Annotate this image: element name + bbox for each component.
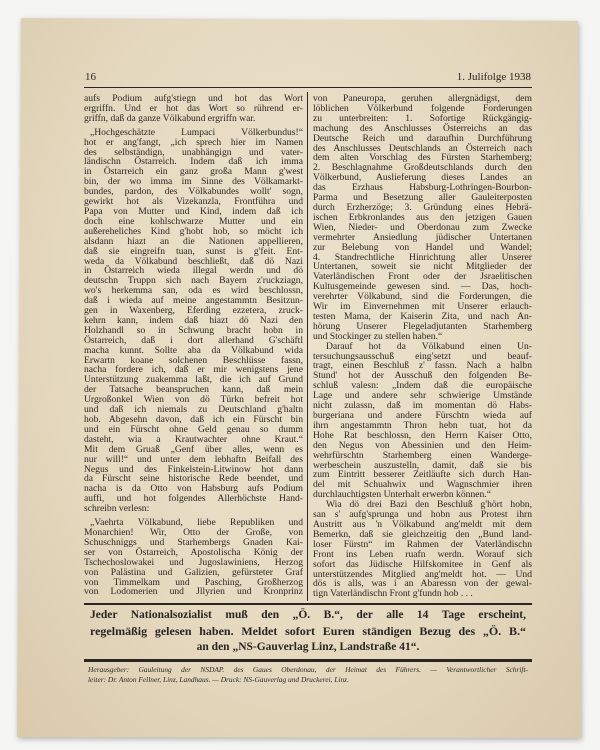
text-line: loser Fürstn“ im Rahmen der Vaterländischn (313, 538, 532, 550)
text-line: gewirkt hot als Vizekanzla, Frontführa und (84, 196, 303, 208)
text-line: del mit Schuahwix und Wagnschmier ihren (313, 479, 532, 491)
notice-line: regelmäßig gelesen haben. Meldet sofort Euren ständigen Bezug des „Ö. B.“ (90, 624, 526, 638)
text-line: Bemerkn, daß sie gleichzeitig den „Bund land- (313, 528, 532, 540)
text-line: nur will!“ und unter dem lebhaftn Beifall des (84, 453, 303, 465)
text-line: Untertanen, soweit sie nicht Mitglieder der (313, 261, 532, 273)
text-line: bundes, pardon, des Völkabundes wollt' sogn, (84, 186, 303, 198)
text-line: aufs Podium aufg'stiegn und hot das Wort (84, 93, 303, 104)
notice-line: Jeder Nationalsozialist muß den „Ö. B.“, der alle 14 Tage erscheint, (90, 609, 526, 621)
notice-line: an den „NS-Gauverlag Linz, Landstraße 41“. (196, 641, 420, 653)
right-column (313, 94, 532, 599)
text-line: Unterstützung zuakemma laßt, die ich auf Grund (84, 374, 303, 386)
text-line: von Lodomerien und Jllyrien und Kronprinz (84, 586, 303, 598)
paragraph (313, 342, 532, 501)
text-line: ländischn Östarreich. Indem daß ich imma (84, 156, 303, 168)
text-line: Wien, Nieder- und Oberdonau zum Zwecke (313, 221, 532, 233)
text-line: Tschechoslowakei und Jugoslawiniens, Herzog (84, 556, 303, 568)
text-line: ser von Östarreich, Apostolischa König der (84, 546, 303, 558)
text-line: testen Mama, der Kaiserin Zita, und nach An- (313, 310, 532, 322)
text-line: zu unterbreiten: 1. Sofortige Rückgängig- (313, 112, 532, 124)
text-line: der Tatsache beanspruchen kann, daß mein (84, 384, 303, 396)
text-line: ischen Erbkronlandes aus den jetzigen Gauen (313, 211, 532, 223)
text-line: des Anschlusses Deutschlands an Österreich nach (313, 142, 532, 154)
text-line: Deutsche Reich und daraufhin Durchführung (313, 132, 532, 144)
imprint (88, 665, 528, 684)
text-line: von Timmelkam und Pasching, Großherzog (84, 576, 303, 588)
text-line: 4. Standrechtliche Hinrichtung aller Unserer (313, 251, 532, 263)
text-line: Urgroßonkel Wien von dö Türkn befreit hot (84, 394, 303, 406)
text-line: nicht zulassn, daß im momentan dö Habs- (313, 400, 532, 412)
text-line: Holzhandl so in Schwung bracht hobn in (84, 324, 303, 336)
page-number: 16 (85, 71, 96, 83)
text-line: verehrter Völkabund, sind die Forderungen, die (313, 291, 532, 303)
text-line: des selbständign, unabhängign und vater- (84, 146, 303, 158)
text-line: von Palästina und Galizien, gefürsteter Graf (84, 566, 303, 578)
paragraph (313, 500, 532, 599)
text-line: doch eine kohlschwarze Mutter und ein (84, 215, 303, 227)
text-line: Östarreich, daß i dort allerhand G'schäftl (84, 334, 303, 346)
paragraph (84, 94, 303, 124)
imprint-line: Herausgeber: Gauleitung der NSDAP. des Gaues Oberdonau, der Heimat des Führers. — Verantwortlicher Schrift- (88, 665, 528, 674)
text-line: weda da Völkabund beschließt, daß dö Nazi (84, 255, 303, 267)
text-line: Parma und Besetzung aller Gauleiterposten (313, 192, 532, 204)
paragraph (84, 128, 303, 514)
text-line: Hohe Rat beschlossn, den Herrn Kaiser Otto, (313, 429, 532, 441)
text-line: hörung Unserer Flegeladjutanten Starhemberg (313, 320, 532, 332)
paragraph (84, 518, 303, 597)
text-line: unterstützendes Mitglied ang'meldt hot. — Und (313, 568, 532, 580)
text-line: Papa von Mutter und Kind, indem daß ich (84, 205, 303, 217)
text-line: griffn, daß da ganze Völkabund ergriffn war. (84, 112, 256, 124)
text-line: vermehrter Ansiedlung jüdischer Untertanen (313, 231, 532, 243)
left-column (84, 94, 303, 597)
text-line: wo's herkemma san, oda es wird beschlossn, (84, 285, 303, 297)
text-line: wehrfürschtn Starhemberg einen Wanderge- (313, 449, 532, 461)
text-line: daß sie eingreifn tuan, sunst is g'feit. Ent- (84, 245, 303, 257)
header-rule (84, 87, 532, 88)
text-line: hob. Abgesehn davon, daß ich ein Fürscht bin (84, 414, 303, 425)
text-line: san s' aufg'sprunga und hobn aus Protest ihrn (313, 509, 532, 521)
paragraph (313, 94, 532, 342)
text-line: dös is alls, was i an Abaressn von der gewal- (313, 578, 532, 590)
text-line: durchlauchtigsten Unterhalt erwerbn können.“ (313, 489, 491, 501)
text-line: Vaterländischen Front oder der Jsraelitischen (313, 271, 532, 283)
text-line: Darauf hot da Völkabund einen Un- (326, 340, 532, 352)
subscription-notice (84, 607, 532, 655)
text-line: löblichen Völkerbund folgende Forderungen (313, 102, 532, 114)
text-line: werbeschein auszustelln, damit, daß sie bis (313, 459, 532, 471)
text-line: und daß ich niemals zu Deutschland g'haltn (84, 404, 303, 416)
text-line: tersuchungsausschuß eing'setzt und beauf- (313, 350, 532, 362)
text-line: auffi, und hot folgendes Allerhöchste Hand- (84, 493, 303, 505)
text-line: schreibn verlesn: (84, 503, 150, 515)
notice-rule-top (84, 603, 532, 605)
text-line: nacha fordere ich, daß er mir wenigstens jene (84, 364, 303, 376)
text-line: kehrn kann, indem daß hiazt dö Nazi den (84, 314, 303, 326)
text-line: Wir im Einvernehmen mit Unserer erlauch- (313, 301, 532, 313)
text-line: deutschn Truppn sich nach Bayern z'ruckziagn, (84, 275, 303, 287)
column-divider (307, 92, 308, 601)
text-line: burgeriana und andere Fürschtn wieda auf (313, 410, 532, 421)
notice-rule-bottom (84, 659, 532, 662)
text-line: Monarchien! Wir, Otto der Große, von (84, 526, 303, 538)
text-line: in Östarreich wieda illegal werdn und dö (84, 265, 303, 277)
text-line: gen in Waxenberg, Eferding ezzetera, zruck- (84, 305, 303, 317)
text-line: „Hochgeschätzte Lumpaci Völkerbundus!“ (90, 126, 303, 138)
imprint-line: leiter: Dr. Anton Fellner, Linz, Landhaus. — Druck: NS-Gauverlag und Druckerei, Linz. (88, 674, 349, 684)
text-line: von Paneuropa, geruhen allergnädigst, dem (313, 93, 532, 104)
text-line: Austritt aus 'n Völkabund ang'meldt mit dem (313, 518, 532, 530)
text-line: hot er ang'fangt, „ich sprech hier im Namen (84, 136, 303, 148)
text-line: 2. Beschlagnahme Großdeutschlands durch den (313, 162, 532, 174)
text-line: dem alten Vorschlag des Fürsten Starhemberg; (313, 152, 532, 164)
text-line: und ein Fürscht ohne Geld genau so dumm (84, 423, 303, 435)
text-line: zum Eintritt besserer Zeitläufte sich durch Han- (313, 469, 532, 481)
text-line: Stund' hot der Ausschuß den folgenden Be- (313, 370, 532, 382)
text-line: sofort das Jüdische Hilfskomitee in Genf als (313, 558, 532, 570)
text-line: Völkerbund, Auslieferung dieses Landes an (313, 172, 532, 184)
issue-date: 1. Julifolge 1938 (456, 71, 531, 83)
text-line: alsdann hiazt an die Nationen appellieren, (84, 235, 303, 247)
text-line: macha kunnt. Sollte aba da Völkabund wida (84, 344, 303, 356)
text-line: daß i wieda auf meine angestammtn Besitzun- (84, 295, 303, 307)
text-line: Wia dö drei Bazi den Beschluß g'hört hobn, (326, 499, 532, 511)
text-line: zur Belebung von Handel und Wandel; (313, 241, 532, 253)
text-line: ergriffn. Und er hot das Wort so rührend er- (84, 102, 303, 114)
text-line: das Erzhaus Habsburg-Lothringen-Bourbon- (313, 182, 532, 194)
text-line: außereheliches Kind g'hobt hob, so möcht ich (84, 225, 303, 237)
text-line: bin, der wo imma im Sinne des Völkamarkt- (84, 176, 303, 188)
text-line: Lage und andere sehr schwierige Umstände (313, 390, 532, 402)
text-line: nacha is da Otto von Habsburg aufs Podium (84, 483, 303, 495)
text-line: ihrn angestammtn Thron hebn tuat, hot da (313, 419, 532, 431)
text-line: „Vaehrta Völkabund, liebe Republiken und (90, 517, 303, 529)
text-line: Negus und des Finkelstein-Litwinow hot dann (84, 463, 303, 475)
text-line: Front ins Leben ruafn werdn. Worauf sich (313, 548, 532, 560)
text-line: tign Vaterländischn Front g'fundn hob . . . (313, 588, 473, 600)
text-line: schluß valesn: „Indem daß die europäische (313, 380, 532, 392)
text-line: in Östarreich ein ganz großa Mann g'west (84, 166, 303, 178)
text-line: und Stockinger zu stellen haben.“ (313, 330, 443, 342)
text-line: da Fürscht seine historische Rede beendet, und (84, 473, 303, 485)
text-line: Mit dem Gruaß „Genf über alles, wenn es (84, 443, 303, 455)
text-line: dasteht, wia a Krautwachter ohne Kraut.“ (84, 433, 303, 445)
text-line: tragt, einen Beschluß z' fassn. Nach a halbn (313, 360, 532, 372)
text-line: den Negus von Abessinien und den Heim- (313, 439, 532, 451)
text-line: machung des Anschlusses Österreichs an das (313, 122, 532, 134)
text-line: Kultusgemeinde gewesen sind. — Das, hoch- (313, 281, 532, 293)
text-line: Schuschniggs und Starhembergs Gnaden Kai- (84, 536, 303, 548)
text-line: durch Erzherzöge; 3. Gründung eines Hebrä- (313, 201, 532, 213)
text-line: Erwartn koane solchenen Beschlüsse fassn, (84, 354, 303, 366)
